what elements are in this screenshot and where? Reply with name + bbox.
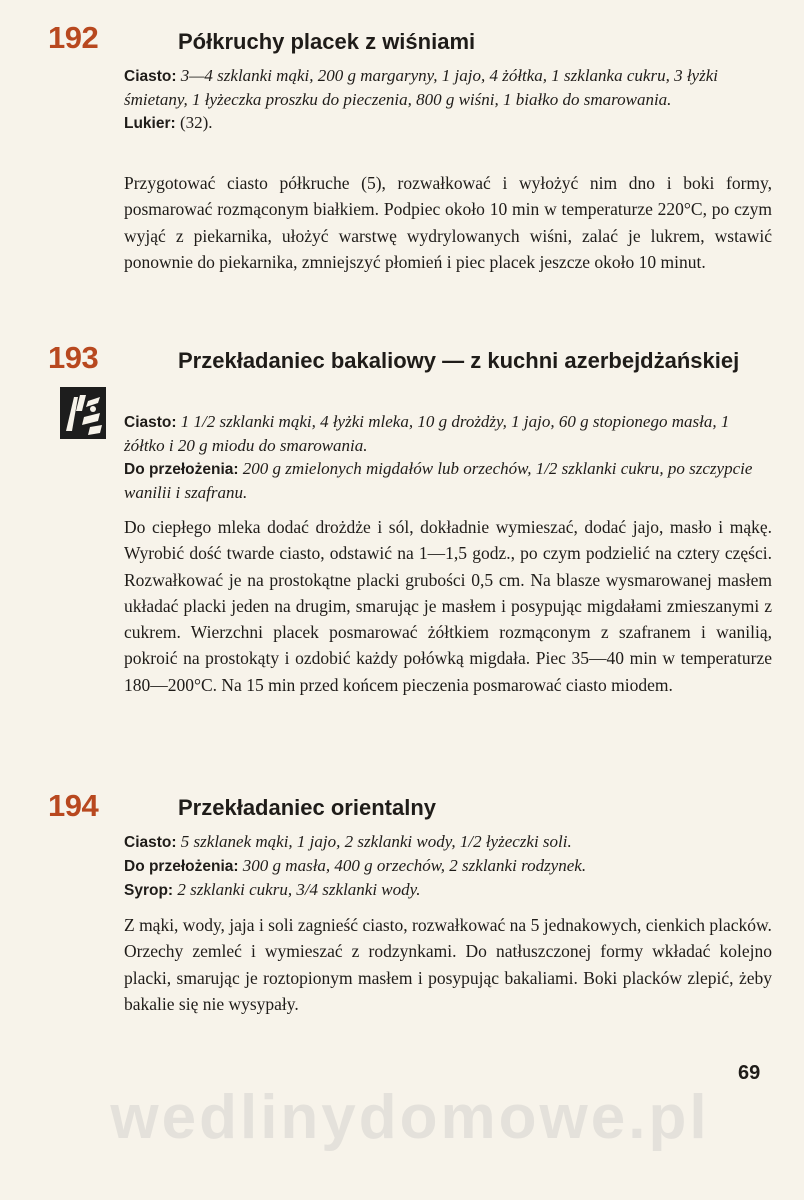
page-number: 69 (738, 1062, 761, 1084)
ingredient-line (124, 457, 772, 504)
ingredient-text: 3—4 szklanki mąki, 200 g margaryny, 1 jajo, 4 żółtka, 1 szklanka cukru, 3 łyżki śmietany, 1 łyżeczka proszku do pieczenia, 800 g wiśni, 1 białko do smarowania. (124, 66, 718, 109)
regional-cuisine-icon (60, 387, 106, 439)
recipe-number: 193 (48, 340, 99, 375)
recipe-number: 194 (48, 788, 99, 823)
ingredient-label: Lukier: (124, 115, 176, 132)
ingredient-line (124, 111, 772, 135)
ingredient-text: 300 g masła, 400 g orzechów, 2 szklanki rodzynek. (242, 856, 587, 875)
watermark: wedlinydomowe.pl (110, 1083, 710, 1152)
ingredient-line (124, 410, 772, 457)
ingredient-label: Do przełożenia: (124, 858, 239, 875)
ingredient-text: (32). (179, 113, 213, 132)
ingredient-line (124, 854, 772, 878)
instructions (124, 514, 772, 698)
ingredient-line (124, 830, 772, 854)
ingredients-block (124, 410, 772, 504)
recipe-number: 192 (48, 20, 99, 55)
ingredient-label: Ciasto: (124, 834, 177, 851)
instructions (124, 170, 772, 275)
ingredients-block (124, 830, 772, 902)
ingredient-line (124, 64, 772, 111)
ingredient-label: Syrop: (124, 882, 174, 899)
ingredient-text: 1 1/2 szklanki mąki, 4 łyżki mleka, 10 g drożdży, 1 jajo, 60 g stopionego masła, 1 żółtko i 20 g miodu do smarowania. (124, 412, 730, 455)
instruction-paragraph: Przygotować ciasto półkruche (5), rozwałkować i wyłożyć nim dno i boki formy, posmarować rozmąconym białkiem. Podpiec około 10 min w temperaturze 220°C, po czym wyjąć z piekarnika, ułożyć warstwę wydrylowanych wiśni, zalać je lukrem, wstawić ponownie do piekarnika, zmniejszyć płomień i piec placek jeszcze około 10 minut. (124, 173, 772, 272)
ingredient-label: Ciasto: (124, 68, 177, 85)
ingredient-text: 200 g zmielonych migdałów lub orzechów, 1/2 szklanki cukru, po szczypcie wanilii i szafranu. (124, 459, 753, 502)
instruction-paragraph: Orzechy zemleć i wymieszać z rodzynkami. Do natłuszczonej formy wkładać kolejno placki, smarując je roztopionym masłem i posypując bakaliami. Boki placków zlepić, żeby bakalie się nie wysypały. (124, 941, 772, 1014)
instruction-paragraph: Z mąki, wody, jaja i soli zagnieść ciasto, rozwałkować na 5 jednakowych, cienkich placków. (124, 915, 772, 935)
ingredient-label: Ciasto: (124, 414, 177, 431)
ingredient-line (124, 878, 772, 902)
ingredient-text: 5 szklanek mąki, 1 jajo, 2 szklanki wody, 1/2 łyżeczki soli. (180, 832, 572, 851)
instructions (124, 912, 772, 1017)
ingredient-text: 2 szklanki cukru, 3/4 szklanki wody. (177, 880, 421, 899)
ingredients-block (124, 64, 772, 135)
recipe-title: Przekładaniec bakaliowy — z kuchni azerbejdżańskiej (178, 348, 740, 373)
recipe-title: Przekładaniec orientalny (178, 795, 436, 820)
instruction-paragraph: Do ciepłego mleka dodać drożdże i sól, dokładnie wymieszać, dodać jajo, masło i mąkę. Wyrobić dość twarde ciasto, odstawić na 1—1,5 godz., po czym podzielić na cztery części. Rozwałkować je na prostokątne placki grubości 0,5 cm. Na blasze wysmarowanej masłem układać placki jeden na drugim, smarując je masłem i posypując migdałami zmieszanymi z cukrem. Wierzchni placek posmarować żółtkiem rozmąconym z szafranem i wanilią, pokroić na prostokąty i ozdobić każdy połówką migdała. Piec 35—40 min w temperaturze 180—200°C. Na 15 min przed końcem pieczenia posmarować ciasto miodem. (124, 517, 772, 695)
recipe-title: Półkruchy placek z wiśniami (178, 29, 476, 54)
ingredient-label: Do przełożenia: (124, 461, 239, 478)
